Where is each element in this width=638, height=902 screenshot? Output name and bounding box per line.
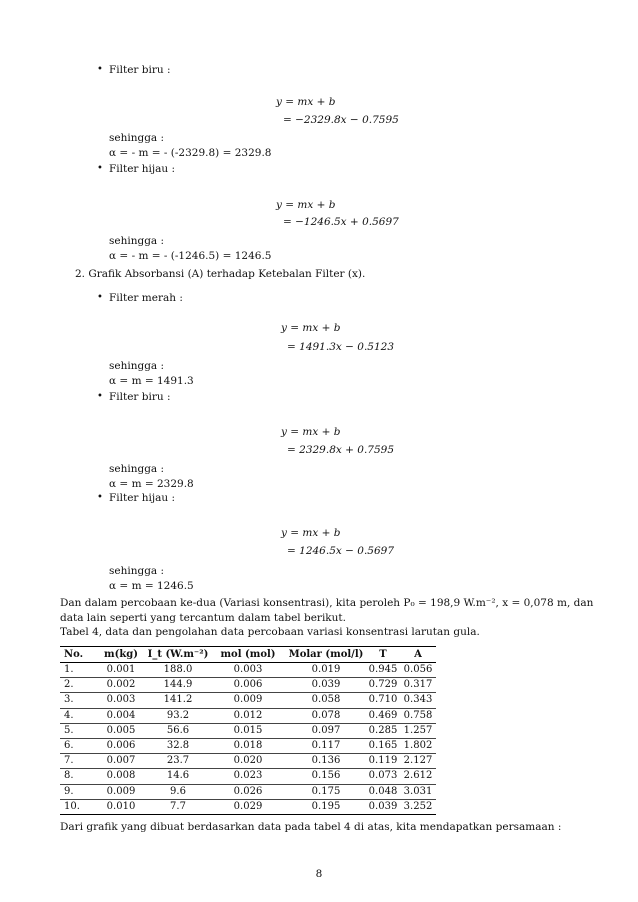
- equation-general: y = mx + b: [281, 426, 341, 438]
- alpha-result: α = m = 2329.8: [109, 478, 194, 490]
- sehingga-label: sehingga :: [109, 463, 165, 475]
- table-cell: 0.007: [106, 755, 136, 767]
- table-cell: 141.2: [163, 694, 193, 706]
- filter-blue-label: Filter biru :: [109, 391, 171, 403]
- table-cell: 0.003: [106, 694, 136, 706]
- table-cell: 0.006: [106, 740, 136, 752]
- table-cell: 0.343: [403, 694, 433, 706]
- sehingga-label: sehingga :: [109, 235, 165, 247]
- sehingga-label: sehingga :: [109, 565, 165, 577]
- alpha-result: α = m = 1246.5: [109, 580, 194, 592]
- equation-fit: = −1246.5x + 0.5697: [283, 216, 399, 228]
- table-cell: 0.729: [368, 679, 398, 691]
- table-cell: 0.165: [368, 740, 398, 752]
- table-cell: 0.009: [106, 785, 136, 797]
- table-cell: 9.6: [170, 785, 186, 797]
- table-cell: 0.136: [311, 755, 341, 767]
- table-cell: 32.8: [166, 740, 190, 752]
- data-table: [60, 646, 436, 815]
- table-cell: 3.252: [403, 800, 433, 812]
- table-row: [60, 784, 436, 799]
- table-cell: 1.802: [403, 740, 433, 752]
- table-row: [60, 739, 436, 754]
- sehingga-label: sehingga :: [109, 132, 165, 144]
- equation-fit: = 1246.5x − 0.5697: [287, 545, 395, 557]
- table-cell: 0.285: [368, 724, 398, 736]
- table-cell: 188.0: [163, 664, 193, 675]
- column-header: Molar (mol/l): [288, 649, 364, 660]
- table-cell: 0.020: [233, 755, 263, 767]
- table-cell: 5.: [64, 724, 74, 736]
- filter-red-label: Filter merah :: [109, 292, 183, 304]
- closing-sentence: Dari grafik yang dibuat berdasarkan data pada tabel 4 di atas, kita mendapatkan persamaan :: [60, 821, 562, 833]
- table-cell: 2.127: [403, 755, 433, 767]
- table-cell: 0.001: [106, 664, 136, 675]
- column-header: m(kg): [104, 649, 138, 660]
- table-cell: 7.: [64, 755, 74, 767]
- table-header-row: [60, 647, 436, 663]
- table-cell: 7.7: [170, 800, 186, 812]
- table-cell: 3.: [64, 694, 74, 706]
- table-row: [60, 663, 436, 678]
- table-cell: 0.019: [311, 664, 341, 675]
- table-caption: Tabel 4, data dan pengolahan data percobaan variasi konsentrasi larutan gula.: [60, 626, 480, 638]
- table-cell: 8.: [64, 770, 74, 782]
- table-row: [60, 723, 436, 738]
- table-cell: 6.: [64, 740, 74, 752]
- table-cell: 0.758: [403, 709, 433, 721]
- table-cell: 0.006: [233, 679, 263, 691]
- page-number: 8: [315, 868, 323, 880]
- table-cell: 4.: [64, 709, 74, 721]
- table-cell: 0.117: [311, 740, 341, 752]
- bullet-icon: •: [97, 391, 103, 402]
- table-cell: 0.002: [106, 679, 136, 691]
- table-cell: 23.7: [166, 755, 190, 767]
- table-row: [60, 693, 436, 708]
- table-row: [60, 769, 436, 784]
- table-cell: 0.039: [311, 679, 341, 691]
- table-cell: 9.: [64, 785, 74, 797]
- table-cell: 3.031: [403, 785, 433, 797]
- filter-green-label: Filter hijau :: [109, 163, 176, 175]
- table-cell: 0.008: [106, 770, 136, 782]
- section-heading: 2. Grafik Absorbansi (A) terhadap Ketebalan Filter (x).: [75, 268, 366, 280]
- alpha-result: α = m = 1491.3: [109, 375, 194, 387]
- equation-general: y = mx + b: [281, 527, 341, 539]
- column-header: I_t (W.m⁻²): [147, 649, 209, 660]
- table-cell: 0.156: [311, 770, 341, 782]
- table-cell: 0.317: [403, 679, 433, 691]
- paragraph-line: Dan dalam percobaan ke-dua (Variasi konsentrasi), kita peroleh P₀ = 198,9 W.m⁻², x = 0,078 m, dan: [60, 597, 594, 609]
- table-cell: 0.012: [233, 709, 263, 721]
- sehingga-label: sehingga :: [109, 360, 165, 372]
- table-row: [60, 708, 436, 723]
- table-cell: 0.029: [233, 800, 263, 812]
- table-cell: 2.: [64, 679, 74, 691]
- table-cell: 0.018: [233, 740, 263, 752]
- table-cell: 1.: [64, 664, 74, 675]
- table-cell: 0.097: [311, 724, 341, 736]
- equation-general: y = mx + b: [276, 199, 336, 211]
- filter-blue-label: Filter biru :: [109, 64, 171, 76]
- equation-fit: = 1491.3x − 0.5123: [287, 341, 395, 353]
- table-cell: 0.005: [106, 724, 136, 736]
- equation-fit: = −2329.8x − 0.7595: [283, 114, 399, 126]
- table-row: [60, 754, 436, 769]
- table-cell: 0.078: [311, 709, 341, 721]
- alpha-result: α = - m = - (-2329.8) = 2329.8: [109, 147, 272, 159]
- table-cell: 0.119: [368, 755, 398, 767]
- table-cell: 56.6: [166, 724, 190, 736]
- equation-general: y = mx + b: [281, 322, 341, 334]
- table-cell: 0.058: [311, 694, 341, 706]
- table-cell: 0.175: [311, 785, 341, 797]
- column-header: A: [414, 649, 422, 660]
- table-cell: 0.009: [233, 694, 263, 706]
- table-cell: 0.195: [311, 800, 341, 812]
- table-cell: 2.612: [403, 770, 433, 782]
- equation-general: y = mx + b: [276, 96, 336, 108]
- table-cell: 1.257: [403, 724, 433, 736]
- table-cell: 0.048: [368, 785, 398, 797]
- paragraph-line: data lain seperti yang tercantum dalam tabel berikut.: [60, 612, 346, 624]
- alpha-result: α = - m = - (-1246.5) = 1246.5: [109, 250, 272, 262]
- bullet-icon: •: [97, 292, 103, 303]
- table-cell: 0.073: [368, 770, 398, 782]
- equation-fit: = 2329.8x + 0.7595: [287, 444, 395, 456]
- column-header: No.: [64, 649, 84, 660]
- table-cell: 0.023: [233, 770, 263, 782]
- table-cell: 10.: [64, 800, 80, 812]
- table-cell: 0.026: [233, 785, 263, 797]
- table-cell: 0.469: [368, 709, 398, 721]
- table-cell: 93.2: [166, 709, 190, 721]
- bullet-icon: •: [97, 163, 103, 174]
- table-cell: 0.004: [106, 709, 136, 721]
- column-header: T: [379, 649, 387, 660]
- filter-green-label: Filter hijau :: [109, 492, 176, 504]
- table-cell: 14.6: [166, 770, 190, 782]
- table-cell: 0.039: [368, 800, 398, 812]
- bullet-icon: •: [97, 492, 103, 503]
- table-row: [60, 678, 436, 693]
- table-cell: 0.945: [368, 664, 398, 675]
- bullet-icon: •: [97, 64, 103, 75]
- table-cell: 0.710: [368, 694, 398, 706]
- column-header: mol (mol): [220, 649, 276, 660]
- table-cell: 144.9: [163, 679, 193, 691]
- table-cell: 0.056: [403, 664, 433, 675]
- table-row: [60, 799, 436, 814]
- table-cell: 0.015: [233, 724, 263, 736]
- table-cell: 0.010: [106, 800, 136, 812]
- table-cell: 0.003: [233, 664, 263, 675]
